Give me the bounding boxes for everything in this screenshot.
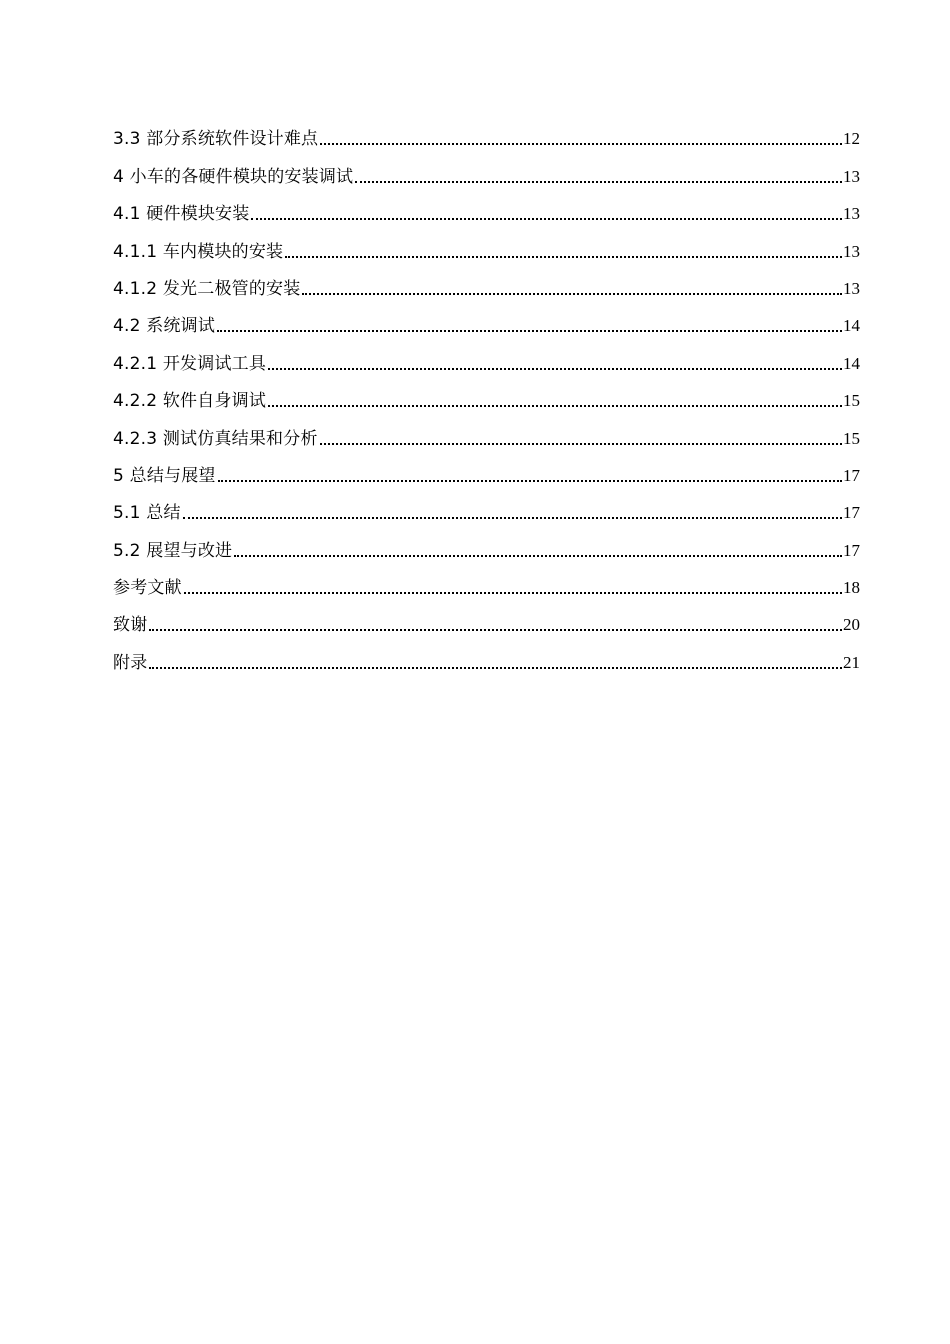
- dot-leader: [268, 405, 842, 407]
- toc-entry[interactable]: [113, 602, 860, 639]
- toc-entry-page: 13: [843, 241, 860, 261]
- toc-entry-title: 附录: [113, 652, 148, 673]
- toc-entry[interactable]: [113, 340, 860, 377]
- toc-entry-title: 4.2.2 软件自身调试: [113, 391, 267, 412]
- toc-entry[interactable]: [113, 453, 860, 490]
- toc-entry-title: 4 小车的各硬件模块的安装调试: [113, 166, 354, 187]
- toc-entry-title: 5 总结与展望: [113, 465, 216, 486]
- toc-entry[interactable]: [113, 415, 860, 452]
- toc-entry-page: 15: [843, 391, 860, 411]
- toc-entry-page: 14: [843, 316, 860, 336]
- dot-leader: [218, 480, 842, 482]
- toc-entry-title: 4.2.1 开发调试工具: [113, 353, 267, 374]
- toc-entry-page: 17: [843, 503, 860, 523]
- dot-leader: [285, 256, 842, 258]
- toc-entry-title: 3.3 部分系统软件设计难点: [113, 129, 319, 150]
- dot-leader: [268, 368, 842, 370]
- table-of-contents: [113, 116, 860, 677]
- toc-entry[interactable]: [113, 565, 860, 602]
- toc-entry-title: 5.2 展望与改进: [113, 540, 233, 561]
- toc-entry-page: 13: [843, 204, 860, 224]
- toc-entry-page: 15: [843, 428, 860, 448]
- toc-entry[interactable]: [113, 527, 860, 564]
- toc-entry[interactable]: [113, 378, 860, 415]
- dot-leader: [320, 443, 842, 445]
- toc-entry[interactable]: [113, 228, 860, 265]
- dot-leader: [183, 517, 842, 519]
- toc-entry[interactable]: [113, 639, 860, 676]
- toc-entry-title: 4.1.1 车内模块的安装: [113, 241, 284, 262]
- toc-entry[interactable]: [113, 490, 860, 527]
- dot-leader: [302, 293, 842, 295]
- toc-entry-page: 14: [843, 353, 860, 373]
- dot-leader: [251, 218, 842, 220]
- dot-leader: [320, 143, 842, 145]
- toc-entry[interactable]: [113, 153, 860, 190]
- toc-entry-title: 4.2 系统调试: [113, 316, 216, 337]
- toc-entry-page: 17: [843, 540, 860, 560]
- toc-entry-title: 4.2.3 测试仿真结果和分析: [113, 428, 318, 449]
- toc-entry-page: 20: [843, 615, 860, 635]
- dot-leader: [149, 629, 842, 631]
- toc-entry-page: 13: [843, 278, 860, 298]
- dot-leader: [184, 592, 842, 594]
- toc-entry[interactable]: [113, 191, 860, 228]
- toc-entry-title: 参考文献: [113, 578, 182, 599]
- toc-entry[interactable]: [113, 266, 860, 303]
- toc-entry[interactable]: [113, 116, 860, 153]
- toc-entry-title: 4.1.2 发光二极管的安装: [113, 278, 301, 299]
- toc-entry-page: 12: [843, 129, 860, 149]
- toc-entry-title: 5.1 总结: [113, 503, 181, 524]
- toc-entry-page: 18: [843, 578, 860, 598]
- dot-leader: [149, 667, 842, 669]
- toc-entry-page: 17: [843, 465, 860, 485]
- toc-entry-title: 4.1 硬件模块安装: [113, 204, 250, 225]
- toc-entry-page: 21: [843, 652, 860, 672]
- toc-entry-title: 致谢: [113, 615, 148, 636]
- dot-leader: [217, 330, 842, 332]
- toc-entry-page: 13: [843, 166, 860, 186]
- dot-leader: [234, 555, 842, 557]
- dot-leader: [355, 181, 842, 183]
- toc-entry[interactable]: [113, 303, 860, 340]
